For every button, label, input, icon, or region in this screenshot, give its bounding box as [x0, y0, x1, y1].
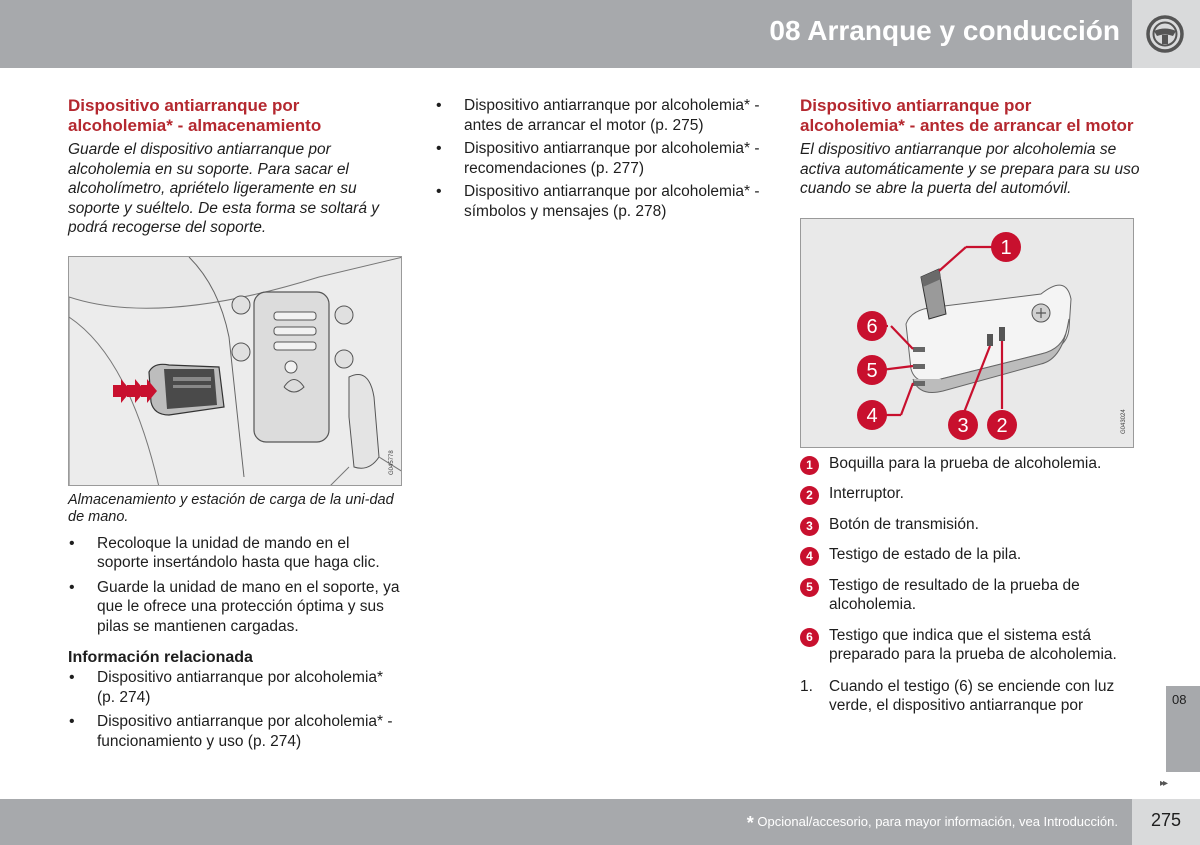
number-badge: 2	[800, 486, 819, 505]
chapter-icon-box	[1132, 0, 1200, 68]
legend-item	[800, 626, 1140, 665]
step-item	[800, 677, 1140, 716]
callout-label: 1	[1000, 236, 1012, 259]
related-link[interactable]: • Dispositivo antiarranque por alcoholemia* - símbolos y mensajes (p. 278)	[435, 182, 771, 221]
callout-label: 5	[866, 359, 878, 382]
right-column	[800, 96, 1140, 716]
legend-text: Boquilla para la prueba de alcoholemia.	[829, 454, 1102, 472]
middle-column	[435, 96, 771, 221]
callout-label: 4	[866, 404, 878, 427]
number-badge: 1	[800, 456, 819, 475]
step-number: 1.	[800, 677, 813, 695]
left-column	[68, 96, 404, 751]
double-arrow-right-icon: ▸▸	[1160, 778, 1167, 789]
section-heading-storage: Dispositivo antiarranque por alcoholemia* - almacenamiento	[68, 96, 322, 135]
legend-item	[800, 515, 1140, 535]
callout-label: 3	[957, 414, 969, 437]
figure-code: G045778	[389, 449, 395, 475]
legend-item	[800, 576, 1140, 615]
callout-label: 2	[996, 414, 1008, 437]
legend-item	[800, 454, 1140, 474]
page-footer	[0, 799, 1132, 845]
storage-bullet-list	[68, 534, 404, 637]
chapter-header	[0, 0, 1132, 68]
footnote	[747, 813, 1118, 834]
related-info-heading: Información relacionada	[68, 649, 253, 666]
number-badge: 3	[800, 517, 819, 536]
legend-text: Botón de transmisión.	[829, 515, 979, 533]
number-badge: 5	[800, 578, 819, 597]
list-item: • Guarde la unidad de mano en el soporte, ya que le ofrece una protección óptima y sus pilas se mantienen cargadas.	[68, 578, 404, 637]
legend-text: Testigo que indica que el sistema está preparado para la prueba de alcoholemia.	[829, 626, 1117, 663]
related-link[interactable]: • Dispositivo antiarranque por alcoholemia* - antes de arrancar el motor (p. 275)	[435, 96, 771, 135]
legend-item	[800, 545, 1140, 565]
chapter-title: 08 Arranque y conducción	[769, 15, 1120, 46]
page-number: 275	[1150, 810, 1182, 830]
related-link[interactable]: • Dispositivo antiarranque por alcoholemia* - funcionamiento y uso (p. 274)	[68, 712, 404, 751]
callout-legend	[800, 454, 1140, 665]
legend-item	[800, 484, 1140, 504]
storage-illustration	[68, 256, 402, 486]
legend-text: Testigo de estado de la pila.	[829, 546, 1022, 563]
footnote-text: Opcional/accesorio, para mayor información, vea Introducción.	[757, 814, 1118, 829]
steering-wheel-icon	[1144, 14, 1186, 54]
section-heading-before-start: Dispositivo antiarranque por alcoholemia* - antes de arrancar el motor	[800, 96, 1134, 135]
before-start-intro: El dispositivo antiarranque por alcoholemia se activa automáticamente y se prepara para su uso cuando se abre la puerta del automóvil.	[800, 141, 1140, 197]
related-link[interactable]: • Dispositivo antiarranque por alcoholemia* (p. 274)	[68, 668, 404, 707]
footnote-asterisk: *	[746, 813, 754, 833]
list-item: • Recoloque la unidad de mando en el soporte insertándolo hasta que haga clic.	[68, 534, 404, 573]
related-list	[68, 668, 404, 751]
page-number-box	[1132, 799, 1200, 845]
related-list-continued	[435, 96, 771, 221]
legend-text: Testigo de resultado de la prueba de alcoholemia.	[829, 576, 1080, 613]
storage-intro: Guarde el dispositivo antiarranque por alcoholemia en su soporte. Para sacar el alcoholímetro, apriételo ligeramente en su soporte y suéltelo. De esta forma se soltará y podrá recogerse del soporte.	[68, 141, 380, 236]
figure-code: G043024	[1121, 408, 1127, 434]
charging-station-drawing	[69, 257, 402, 486]
callout-label: 6	[866, 315, 878, 338]
breathalyzer-drawing	[801, 219, 1134, 448]
procedure-steps	[800, 677, 1140, 716]
number-badge: 4	[800, 547, 819, 566]
figure-caption: Almacenamiento y estación de carga de la uni-dad de mano.	[68, 491, 394, 525]
chapter-side-tab-label: 08	[1172, 692, 1187, 707]
step-text: Cuando el testigo (6) se enciende con luz verde, el dispositivo antiarranque por	[829, 677, 1115, 714]
breathalyzer-illustration	[800, 218, 1134, 448]
number-badge: 6	[800, 628, 819, 647]
related-link[interactable]: • Dispositivo antiarranque por alcoholemia* - recomendaciones (p. 277)	[435, 139, 771, 178]
legend-text: Interruptor.	[829, 485, 904, 502]
